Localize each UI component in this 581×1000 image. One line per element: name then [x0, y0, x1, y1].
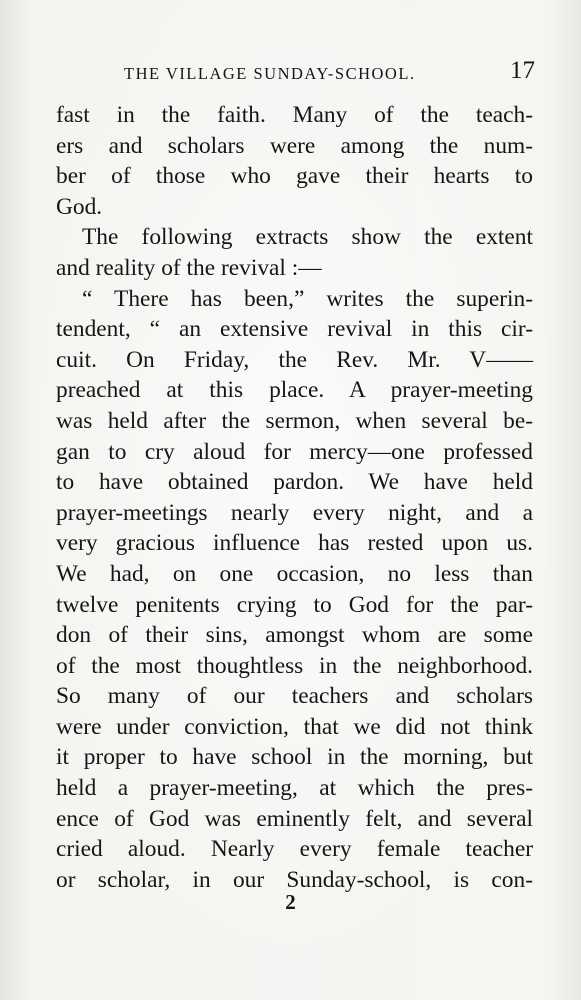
- page-header: [60, 58, 535, 88]
- text-line: “ There has been,” writes the superin-: [82, 285, 533, 312]
- text-line: ber of those who gave their hearts to: [56, 163, 533, 190]
- text-line: of the most thoughtless in the neighborhood.: [56, 652, 533, 679]
- text-line: fast in the faith. Many of the teach-: [56, 102, 533, 128]
- text-line: or scholar, in our Sunday-school, is con-: [56, 866, 533, 893]
- running-title: THE VILLAGE SUNDAY-SCHOOL.: [124, 64, 416, 83]
- text-line: So many of our teachers and scholars: [56, 683, 533, 710]
- text-line: was held after the sermon, when several be-: [56, 407, 533, 434]
- text-line: ers and scholars were among the num-: [56, 132, 533, 159]
- body-text: [56, 100, 533, 895]
- text-line: very gracious influence has rested upon us.: [56, 530, 533, 557]
- text-line: We had, on one occasion, no less than: [56, 560, 533, 587]
- text-line: don of their sins, amongst whom are some: [56, 622, 533, 649]
- text-line: The following extracts show the extent: [82, 224, 533, 251]
- text-line: cried aloud. Nearly every female teacher: [56, 836, 533, 863]
- text-line: to have obtained pardon. We have held: [56, 469, 533, 496]
- text-line: preached at this place. A prayer-meeting: [56, 377, 533, 404]
- text-line: God.: [56, 193, 103, 220]
- text-line: it proper to have school in the morning, but: [56, 744, 533, 771]
- text-line: ence of God was eminently felt, and several: [56, 805, 533, 832]
- signature-mark: 2: [285, 890, 296, 914]
- text-line: were under conviction, that we did not think: [56, 713, 533, 740]
- text-line: held a prayer-meeting, at which the pres-: [56, 775, 533, 802]
- text-line: cuit. On Friday, the Rev. Mr. V——: [56, 346, 533, 373]
- text-line: tendent, “ an extensive revival in this cir-: [56, 316, 533, 343]
- text-line: gan to cry aloud for mercy—one professed: [56, 438, 533, 465]
- text-line: prayer-meetings nearly every night, and a: [56, 499, 533, 526]
- text-line: and reality of the revival :—: [56, 254, 322, 281]
- page-number: 17: [510, 57, 535, 84]
- text-line: twelve penitents crying to God for the par-: [56, 591, 533, 618]
